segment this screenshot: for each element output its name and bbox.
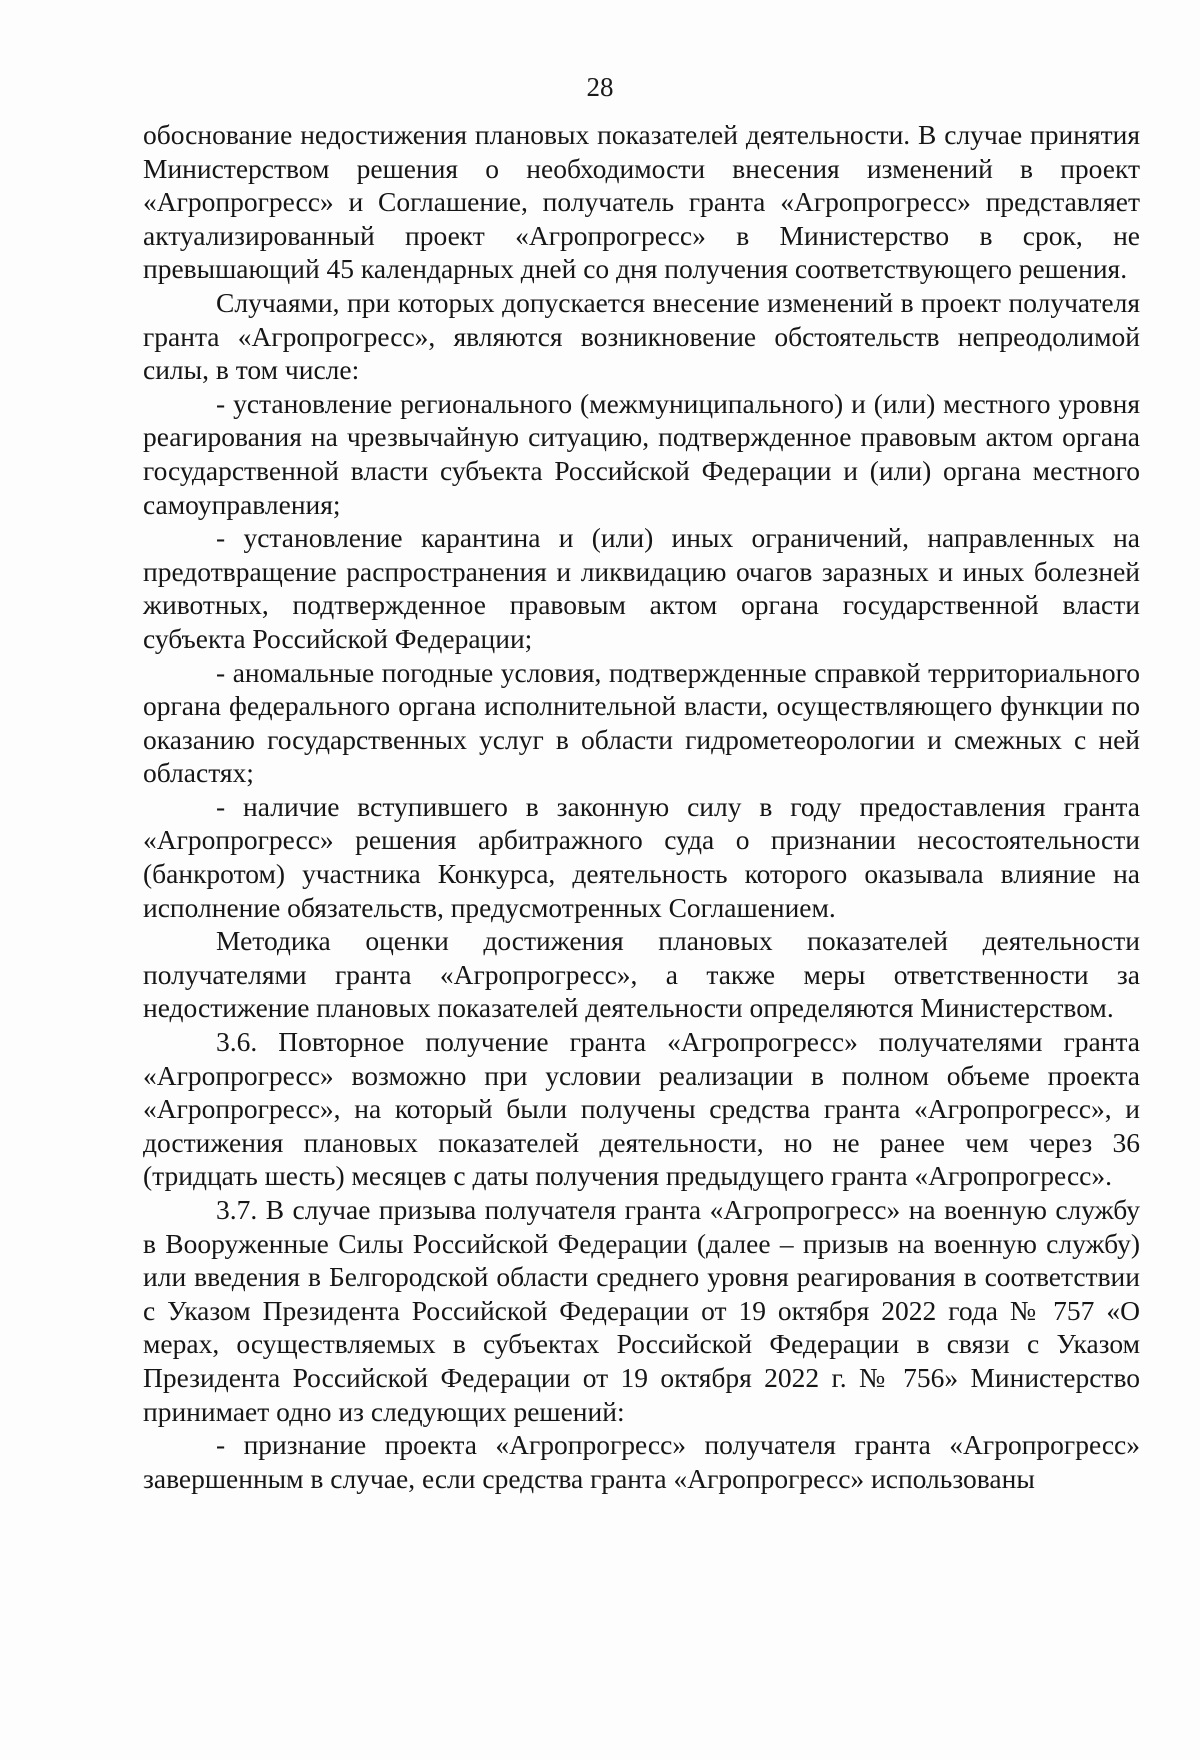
list-item-emergency-response: - установление регионального (межмуниципального) и (или) местного уровня реагирования на чрезвычайную ситуацию, подтвержденное правовым актом органа государственной власти субъекта Российской Федерации и (или) органа местного самоуправления; bbox=[143, 387, 1140, 520]
paragraph-continuation: обоснование недостижения плановых показателей деятельности. В случае принятия Министерством решения о необходимости внесения изменений в проект «Агропрогресс» и Соглашение, получатель гранта «Агропрогресс» представляет актуализированный проект «Агропрогресс» в Министерство в срок, не превышающий 45 календарных дней со дня получения соответствующего решения. bbox=[143, 119, 1140, 285]
paragraph-methodology: Методика оценки достижения плановых показателей деятельности получателями гранта «Агропрогресс», а также меры ответственности за недостижение плановых показателей деятельности определяются Министерством. bbox=[143, 925, 1140, 1024]
paragraph-force-majeure-intro: Случаями, при которых допускается внесение изменений в проект получателя гранта «Агропрогресс», являются возникновение обстоятельств непреодолимой силы, в том числе: bbox=[143, 286, 1140, 386]
list-item-quarantine: - установление карантина и (или) иных ограничений, направленных на предотвращение распространения и ликвидацию очагов заразных и иных болезней животных, подтвержденное правовым актом органа государственной власти субъекта Российской Федерации; bbox=[143, 522, 1140, 654]
page-number: 28 bbox=[586, 72, 614, 102]
list-item-weather-conditions: - аномальные погодные условия, подтвержденные справкой территориального органа федерального органа исполнительной власти, осуществляющего функции по оказанию государственных услуг в области гидрометеорологии и смежных с ней областях; bbox=[143, 656, 1140, 789]
list-item-project-completed: - признание проекта «Агропрогресс» получателя гранта «Агропрогресс» завершенным в случае, если средства гранта «Агропрогресс» использованы bbox=[143, 1429, 1140, 1494]
document-body bbox=[143, 118, 1140, 1495]
section-3-6: 3.6. Повторное получение гранта «Агропрогресс» получателями гранта «Агропрогресс» возможно при условии реализации в полном объеме проекта «Агропрогресс», на который были получены средства гранта «Агропрогресс», и достижения плановых показателей деятельности, но не ранее чем через 36 (тридцать шесть) месяцев с даты получения предыдущего гранта «Агропрогресс». bbox=[143, 1026, 1140, 1192]
list-item-bankruptcy: - наличие вступившего в законную силу в году предоставления гранта «Агропрогресс» решения арбитражного суда о признании несостоятельности (банкротом) участника Конкурса, деятельность которого оказывала влияние на исполнение обязательств, предусмотренных Соглашением. bbox=[143, 790, 1140, 923]
section-3-7: 3.7. В случае призыва получателя гранта «Агропрогресс» на военную службу в Вооруженные Силы Российской Федерации (далее – призыв на военную службу) или введения в Белгородской области среднего уровня реагирования в соответствии с Указом Президента Российской Федерации от 19 октября 2022 года № 757 «О мерах, осуществляемых в субъектах Российской Федерации в связи с Указом Президента Российской Федерации от 19 октября 2022 г. № 756» Министерство принимает одно из следующих решений: bbox=[143, 1194, 1140, 1427]
